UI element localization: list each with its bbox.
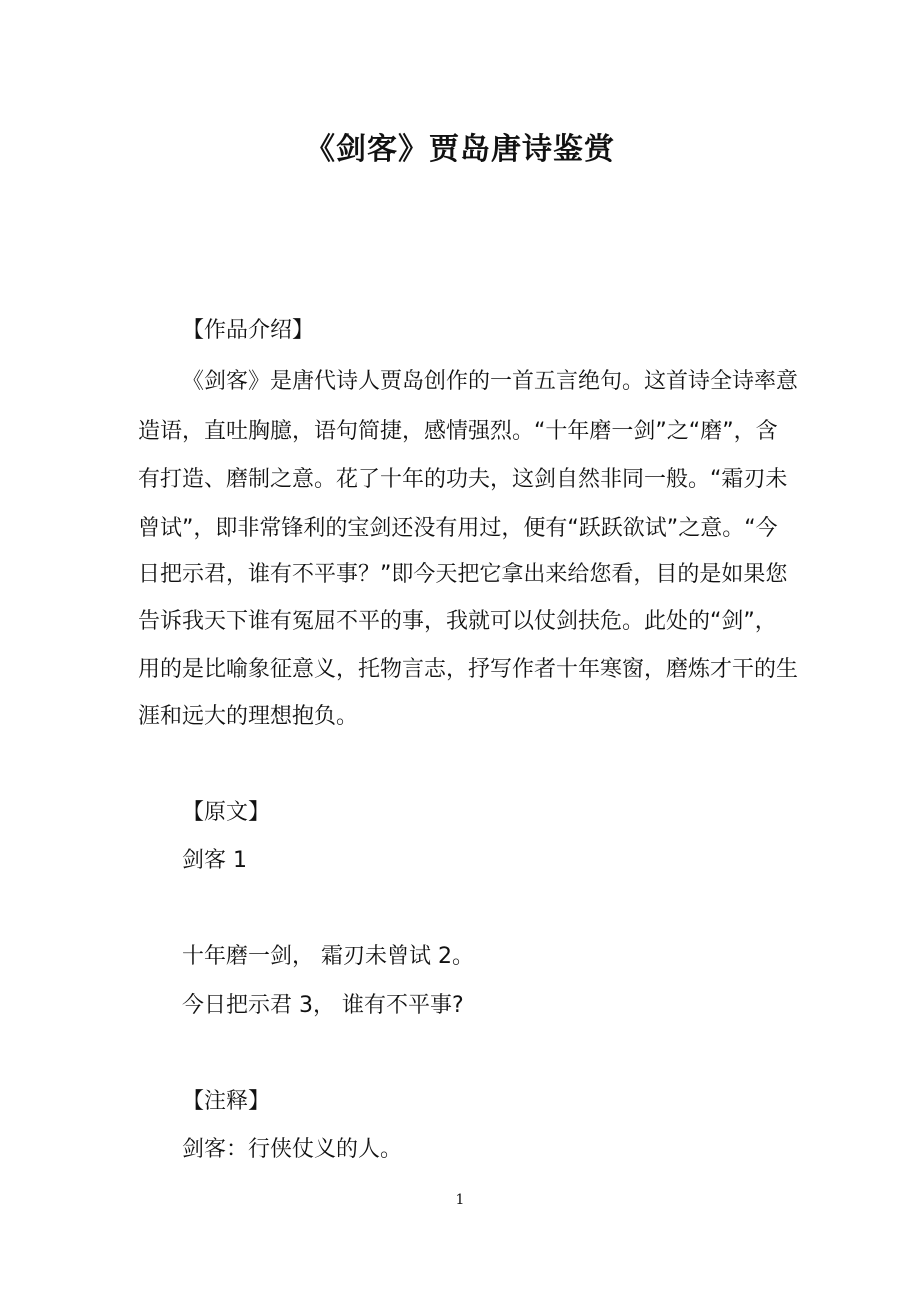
- intro-paragraph-line: 有打造、磨制之意。花了十年的功夫，这剑自然非同一般。“霜刃未: [138, 467, 788, 492]
- intro-paragraph-line: 《剑客》是唐代诗人贾岛创作的一首五言绝句。这首诗全诗率意: [182, 369, 799, 394]
- intro-paragraph-line: 日把示君，谁有不平事？”即今天把它拿出来给您看，目的是如果您: [138, 562, 788, 587]
- section-heading-original: 【原文】: [182, 800, 271, 825]
- intro-paragraph-line: 告诉我天下谁有冤屈不平的事，我就可以仗剑扶危。此处的“剑”，: [138, 609, 777, 634]
- intro-paragraph-line: 用的是比喻象征意义，托物言志，抒写作者十年寒窗，磨炼才干的生: [138, 657, 799, 682]
- intro-paragraph-line: 涯和远大的理想抱负。: [138, 704, 359, 729]
- intro-paragraph-line: 曾试”，即非常锋利的宝剑还没有用过，便有“跃跃欲试”之意。“今: [138, 516, 778, 541]
- note-item: 剑客：行侠仗义的人。: [182, 1137, 403, 1162]
- poem-verse: 十年磨一剑， 霜刃未曾试 2。: [182, 944, 474, 969]
- poem-verse: 今日把示君 3， 谁有不平事?: [182, 993, 464, 1018]
- section-heading-intro: 【作品介绍】: [182, 318, 315, 343]
- page-number: 1: [455, 1192, 465, 1208]
- page-title: 《剑客》贾岛唐诗鉴赏: [305, 132, 615, 167]
- section-heading-notes: 【注释】: [182, 1089, 271, 1114]
- poem-title: 剑客 1: [182, 848, 247, 873]
- intro-paragraph-line: 造语，直吐胸臆，语句简捷，感情强烈。“十年磨一剑”之“磨”，含: [138, 419, 778, 444]
